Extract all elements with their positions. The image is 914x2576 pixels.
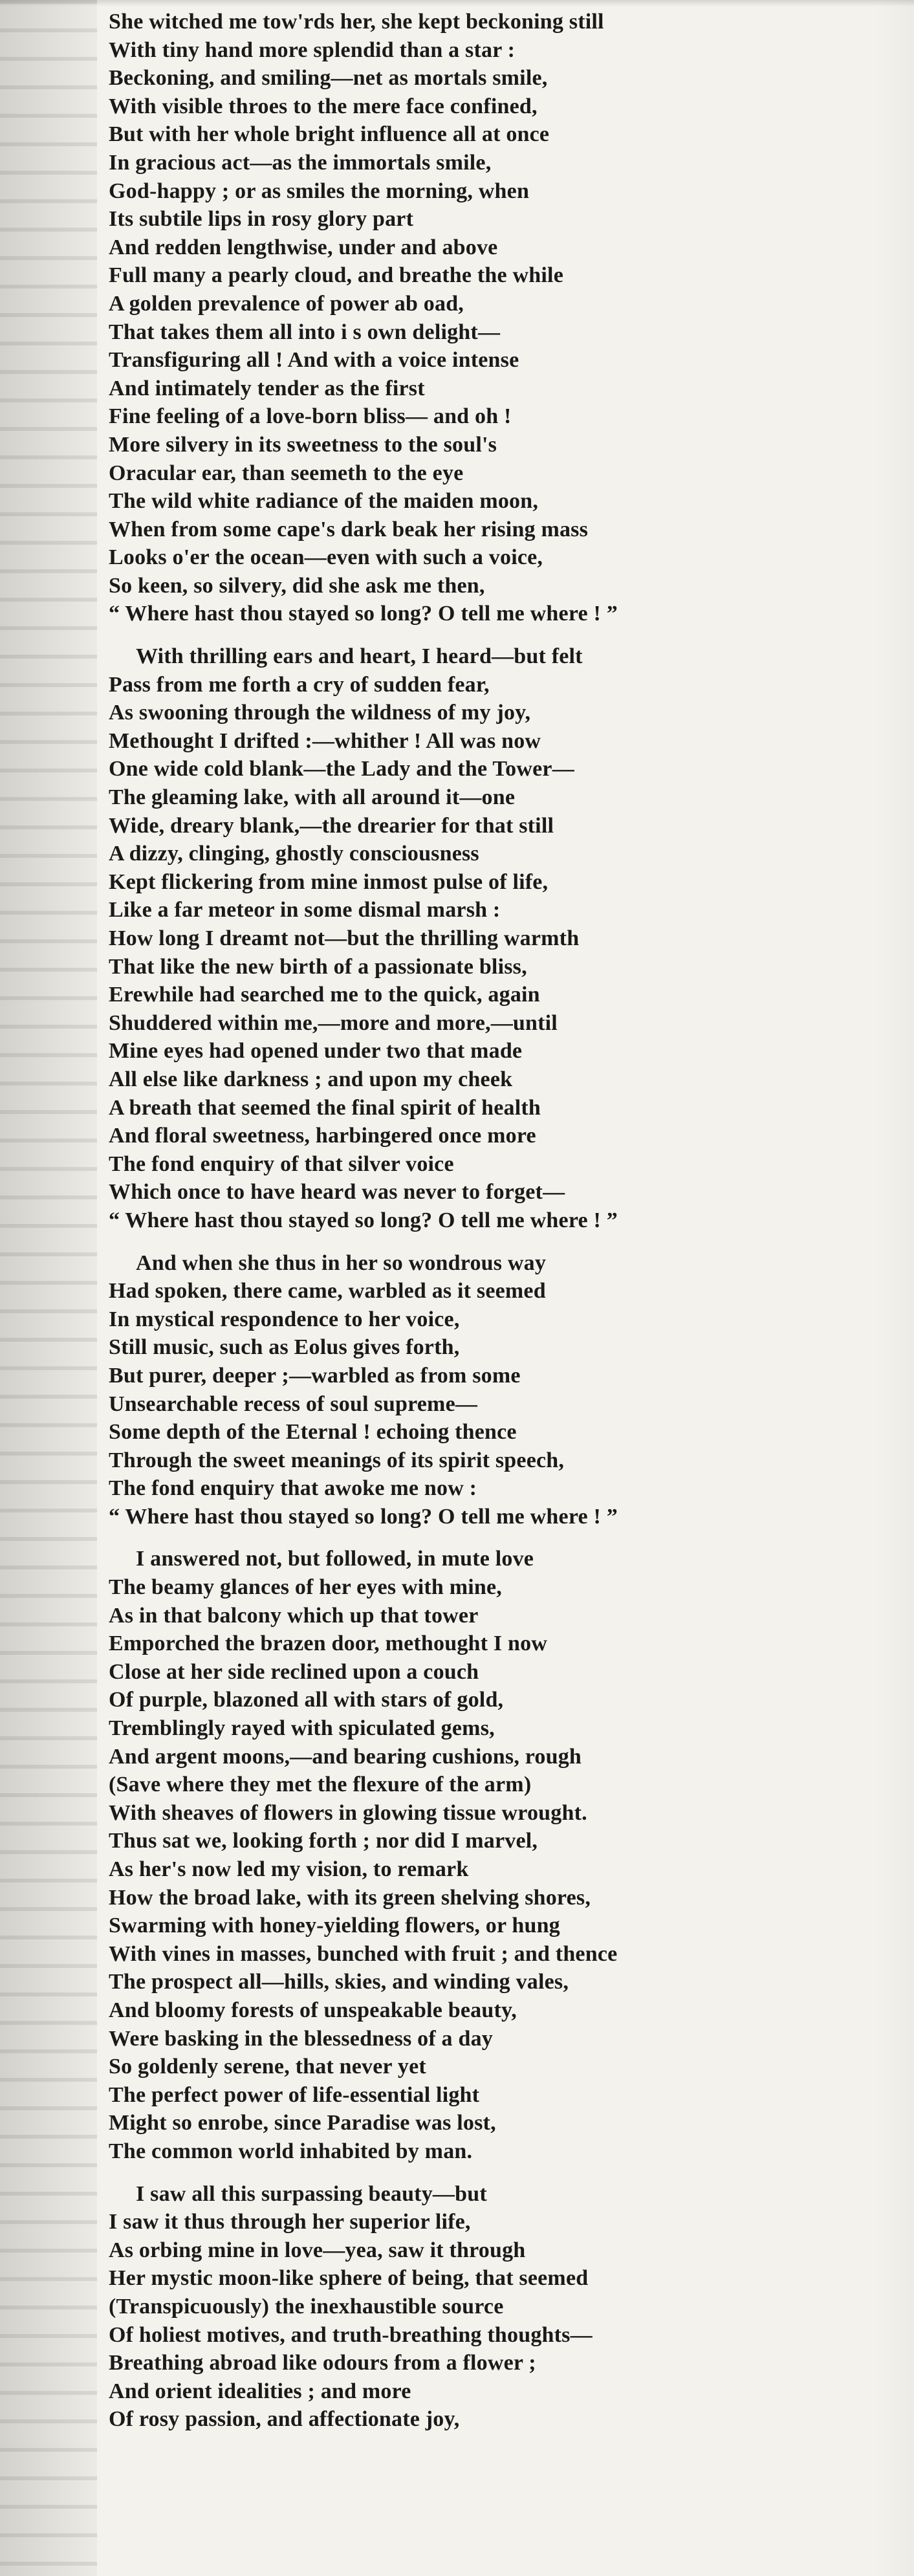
poem-line: “ Where hast thou stayed so long? O tell me where ! ” [109, 1208, 618, 1232]
stanza-gap [109, 2166, 833, 2180]
poem-line: I saw it thus through her superior life, [109, 2210, 471, 2234]
poem-line: Mine eyes had opened under two that made [109, 1039, 523, 1064]
poem-line: Tremblingly rayed with spiculated gems, [109, 1716, 495, 1741]
poem-line: Like a far meteor in some dismal marsh : [109, 898, 501, 922]
poem-line: With thrilling ears and heart, I heard—but felt [136, 644, 583, 669]
poem-line: The fond enquiry of that silver voice [109, 1152, 454, 1176]
poem-line: Which once to have heard was never to forget— [109, 1180, 565, 1205]
poem-line: And argent moons,—and bearing cushions, rough [109, 1744, 582, 1769]
poem-line: The fond enquiry that awoke me now : [109, 1476, 477, 1501]
poem-line: And bloomy forests of unspeakable beauty, [109, 1998, 517, 2022]
poem-line: Full many a pearly cloud, and breathe the while [109, 263, 563, 288]
poem-line: The perfect power of life-essential light [109, 2082, 480, 2107]
poem-line: Were basking in the blessedness of a day [109, 2026, 493, 2051]
poem-line: Erewhile had searched me to the quick, again [109, 983, 540, 1007]
poem-line: So keen, so silvery, did she ask me then, [109, 573, 485, 598]
poem-line: With visible throes to the mere face confined, [109, 94, 538, 118]
poem-line: Unsearchable recess of soul supreme— [109, 1392, 478, 1416]
poem-line: Thus sat we, looking forth ; nor did I marvel, [109, 1829, 538, 1853]
poem-line: And redden lengthwise, under and above [109, 235, 498, 259]
poem-line: And intimately tender as the first [109, 376, 425, 400]
poem-line: Her mystic moon-like sphere of being, that seemed [109, 2266, 589, 2291]
poem-line: One wide cold blank—the Lady and the Tower— [109, 757, 574, 781]
poem-line: Might so enrobe, since Paradise was lost, [109, 2111, 496, 2135]
poem-line: Close at her side reclined upon a couch [109, 1659, 479, 1684]
poem-column [109, 8, 833, 2434]
poem-line: And when she thus in her so wondrous way [136, 1250, 547, 1275]
page-top-edge [0, 0, 914, 6]
stanza [109, 642, 833, 1234]
poem-line: And floral sweetness, harbingered once more [109, 1124, 536, 1148]
poem-line: The gleaming lake, with all around it—one [109, 785, 516, 810]
poem-line: Methought I drifted :—whither ! All was now [109, 728, 541, 753]
poem-line: As in that balcony which up that tower [109, 1603, 479, 1628]
poem-line: I answered not, but followed, in mute love [136, 1547, 534, 1571]
poem-line: How long I dreamt not—but the thrilling warmth [109, 926, 580, 950]
poem-line: In gracious act—as the immortals smile, [109, 150, 492, 175]
poem-line: That like the new birth of a passionate bliss, [109, 954, 527, 979]
poem-line: Fine feeling of a love-born bliss— and oh ! [109, 404, 512, 429]
poem-line: Shuddered within me,—more and more,—until [109, 1010, 558, 1035]
poem-line: Of holiest motives, and truth-breathing thoughts— [109, 2322, 593, 2347]
stanza [109, 1249, 833, 1531]
poem-line: But with her whole bright influence all at once [109, 122, 550, 147]
poem-line: The common world inhabited by man. [109, 2139, 473, 2163]
poem-line: With vines in masses, bunched with fruit ; and thence [109, 1941, 618, 1966]
poem-line: Oracular ear, than seemeth to the eye [109, 461, 464, 485]
poem-line: Of rosy passion, and affectionate joy, [109, 2407, 460, 2432]
poem-line: Still music, such as Eolus gives forth, [109, 1335, 460, 1360]
stanza-gap [109, 1235, 833, 1249]
stanza-gap [109, 628, 833, 642]
stanza [109, 2180, 833, 2434]
poem-line: Breathing abroad like odours from a flower ; [109, 2351, 536, 2375]
poem-line: In mystical respondence to her voice, [109, 1307, 460, 1331]
poem-line: (Transpicuously) the inexhaustible source [109, 2294, 504, 2319]
poem-line: Through the sweet meanings of its spirit speech, [109, 1448, 565, 1472]
poem-line: Looks o'er the ocean—even with such a voice, [109, 545, 543, 570]
poem-line: Kept flickering from mine inmost pulse of life, [109, 869, 549, 894]
poem-line: With tiny hand more splendid than a star : [109, 38, 516, 62]
poem-line: God-happy ; or as smiles the morning, when [109, 179, 530, 203]
poem-line: That takes them all into i s own delight— [109, 320, 501, 344]
poem-line: The prospect all—hills, skies, and winding vales, [109, 1970, 569, 1994]
poem-line: But purer, deeper ;—warbled as from some [109, 1363, 521, 1388]
poem-line: Beckoning, and smiling—net as mortals smile, [109, 66, 548, 91]
poem-line: As her's now led my vision, to remark [109, 1857, 469, 1881]
right-edge-shading [875, 0, 914, 2576]
poem-line: All else like darkness ; and upon my cheek [109, 1067, 513, 1091]
poem-line: Pass from me forth a cry of sudden fear, [109, 672, 490, 697]
poem-line: “ Where hast thou stayed so long? O tell me where ! ” [109, 1504, 618, 1529]
poem-line: As orbing mine in love—yea, saw it through [109, 2238, 526, 2262]
poem-line: With sheaves of flowers in glowing tissue wrought. [109, 1800, 587, 1825]
poem-line: “ Where hast thou stayed so long? O tell me where ! ” [109, 602, 618, 626]
poem-line: Swarming with honey-yielding flowers, or hung [109, 1914, 560, 1938]
stanza [109, 1545, 833, 2165]
poem-line: So goldenly serene, that never yet [109, 2055, 426, 2079]
left-margin-bleedthrough [0, 0, 97, 2576]
poem-line: A dizzy, clinging, ghostly consciousness [109, 842, 479, 866]
poem-line: The wild white radiance of the maiden moon, [109, 489, 539, 514]
poem-line: Had spoken, there came, warbled as it seemed [109, 1279, 546, 1304]
poem-line: How the broad lake, with its green shelving shores, [109, 1885, 591, 1910]
poem-line: Some depth of the Eternal ! echoing thence [109, 1420, 517, 1445]
poem-line: Of purple, blazoned all with stars of gold, [109, 1688, 504, 1712]
poem-line: She witched me tow'rds her, she kept beckoning still [109, 10, 604, 34]
poem-line: (Save where they met the flexure of the arm) [109, 1773, 532, 1797]
poem-line: Emporched the brazen door, methought I now [109, 1632, 548, 1656]
poem-line: Transfiguring all ! And with a voice intense [109, 348, 519, 373]
poem-line: And orient idealities ; and more [109, 2379, 411, 2403]
poem-line: Its subtile lips in rosy glory part [109, 207, 414, 232]
stanza-gap [109, 1531, 833, 1545]
poem-line: When from some cape's dark beak her rising mass [109, 517, 589, 541]
poem-line: A golden prevalence of power ab oad, [109, 291, 464, 316]
poem-line: Wide, dreary blank,—the drearier for that still [109, 813, 554, 838]
stanza [109, 8, 833, 628]
poem-line: As swooning through the wildness of my joy, [109, 701, 531, 725]
poem-line: More silvery in its sweetness to the soul's [109, 432, 497, 457]
poem-line: A breath that seemed the final spirit of health [109, 1095, 541, 1120]
poem-line: The beamy glances of her eyes with mine, [109, 1575, 502, 1600]
poem-line: I saw all this surpassing beauty—but [136, 2181, 487, 2206]
